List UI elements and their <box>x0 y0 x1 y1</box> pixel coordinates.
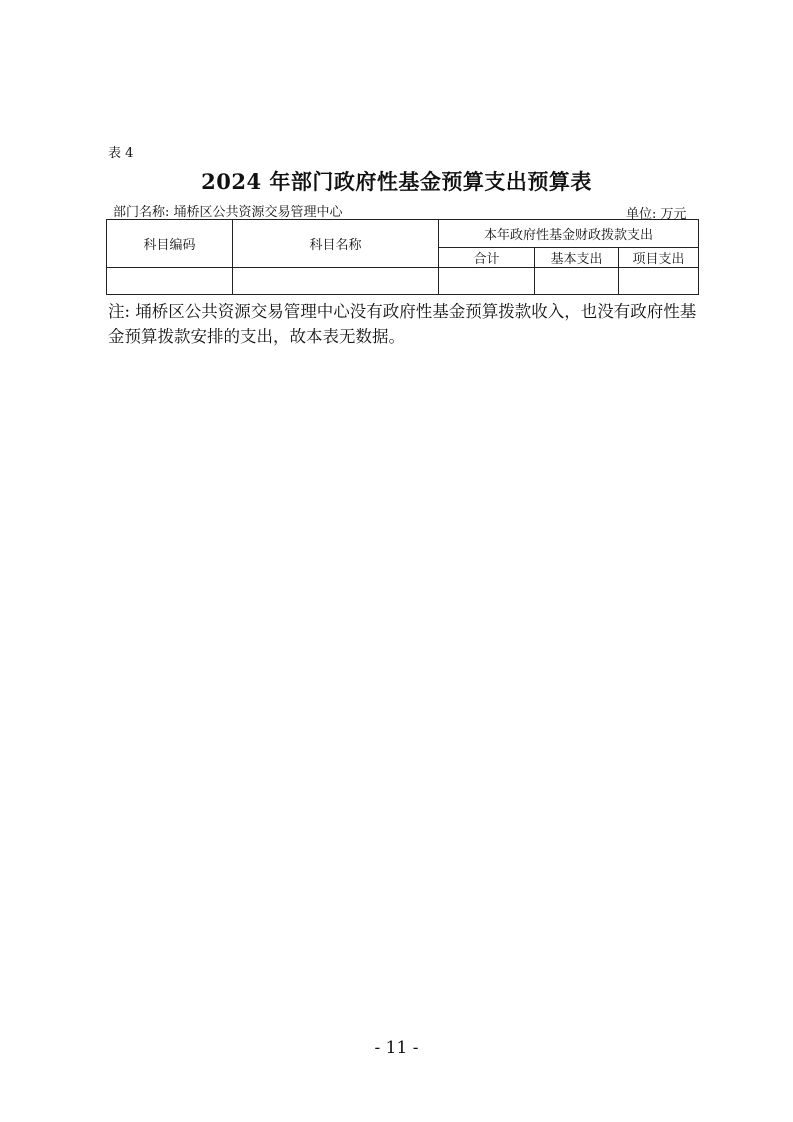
department-name: 部门名称: 埇桥区公共资源交易管理中心 <box>113 205 343 220</box>
document-title: 2024 年部门政府性基金预算支出预算表 <box>201 169 592 194</box>
budget-table <box>106 219 699 295</box>
header-total: 合计 <box>439 248 535 268</box>
table-cell <box>619 268 699 295</box>
header-subject-name: 科目名称 <box>233 220 439 268</box>
table-cell <box>233 268 439 295</box>
note-text: 注: 埇桥区公共资源交易管理中心没有政府性基金预算拨款收入，也没有政府性基金预算拨款安排的支出，故本表无数据。 <box>108 302 697 346</box>
table-cell <box>107 268 233 295</box>
header-subject-code: 科目编码 <box>107 220 233 268</box>
table-cell <box>535 268 619 295</box>
header-project-expenditure: 项目支出 <box>619 248 699 268</box>
page-number: - 11 - <box>374 1038 419 1058</box>
table-cell <box>439 268 535 295</box>
header-fund-expenditure: 本年政府性基金财政拨款支出 <box>439 220 699 248</box>
header-basic-expenditure: 基本支出 <box>535 248 619 268</box>
table-number: 表 4 <box>108 146 134 161</box>
table-row <box>107 268 699 295</box>
unit-label: 单位: 万元 <box>626 207 687 222</box>
